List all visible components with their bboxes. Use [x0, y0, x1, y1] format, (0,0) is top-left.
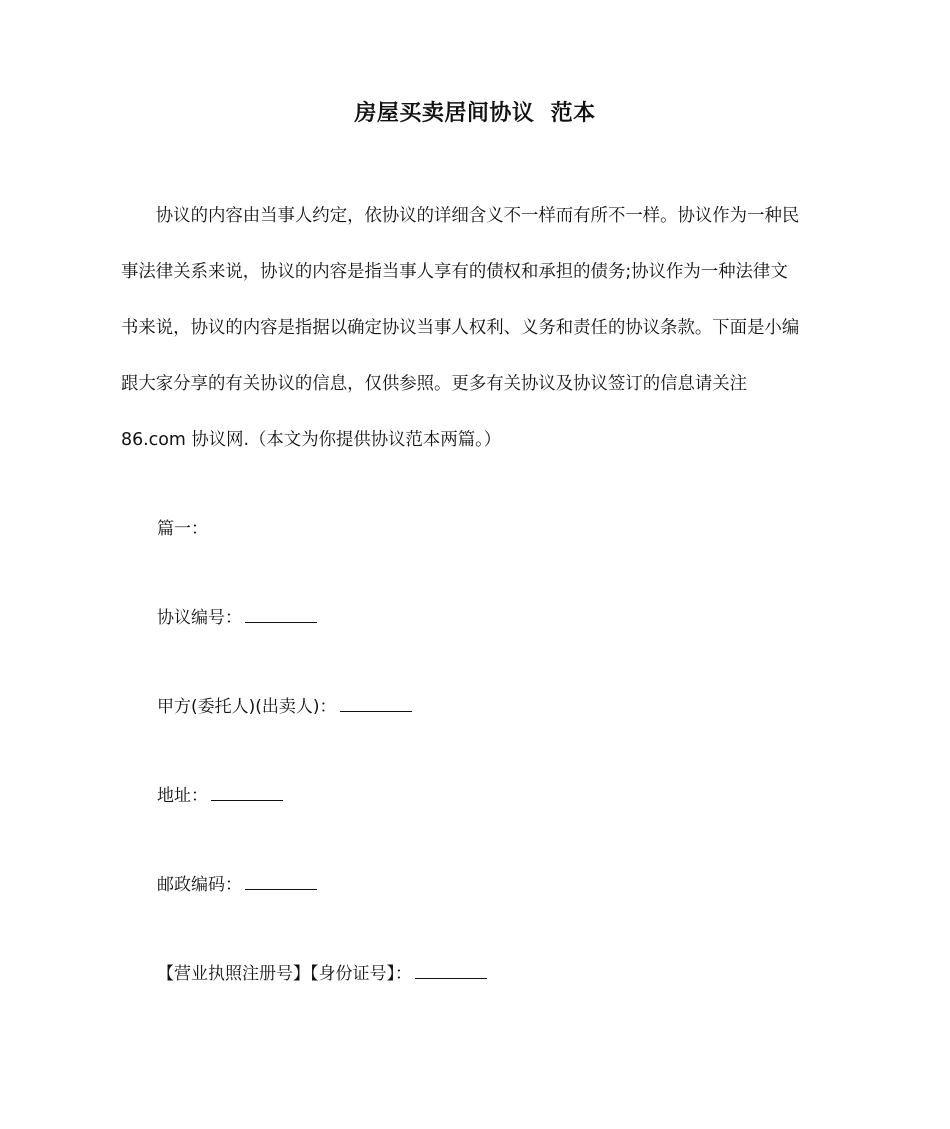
license-id-label: 【营业执照注册号】【身份证号】：: [157, 964, 412, 984]
intro-paragraph: [121, 198, 833, 478]
postal-code-blank: [245, 873, 317, 890]
document-title: 房屋买卖居间协议 范本: [354, 101, 596, 126]
intro-line-2: 事法律关系来说，协议的内容是指当事人享有的债权和承担的债务;协议作为一种法律文: [121, 262, 788, 282]
postal-code-label: 邮政编码：: [157, 875, 242, 895]
section-heading: 篇一：: [157, 519, 208, 539]
address-label: 地址：: [157, 786, 208, 806]
address-field: [157, 781, 283, 811]
party-a-label: 甲方(委托人)(出卖人)：: [157, 697, 337, 717]
postal-code-field: [157, 870, 317, 900]
intro-line-5: 86.com 协议网.（本文为你提供协议范本两篇。）: [121, 430, 502, 450]
agreement-number-field: [157, 603, 317, 633]
license-id-field: [157, 959, 487, 989]
intro-line-1: 协议的内容由当事人约定，依协议的详细含义不一样而有所不一样。协议作为一种民: [121, 206, 800, 226]
agreement-number-blank: [245, 606, 317, 623]
agreement-number-label: 协议编号：: [157, 608, 242, 628]
intro-line-4: 跟大家分享的有关协议的信息，仅供参照。更多有关协议及协议签订的信息请关注: [121, 374, 748, 394]
address-blank: [211, 784, 283, 801]
party-a-blank: [340, 695, 412, 712]
party-a-field: [157, 692, 412, 722]
license-id-blank: [415, 962, 487, 979]
intro-line-3: 书来说，协议的内容是指据以确定协议当事人权利、义务和责任的协议条款。下面是小编: [121, 318, 800, 338]
